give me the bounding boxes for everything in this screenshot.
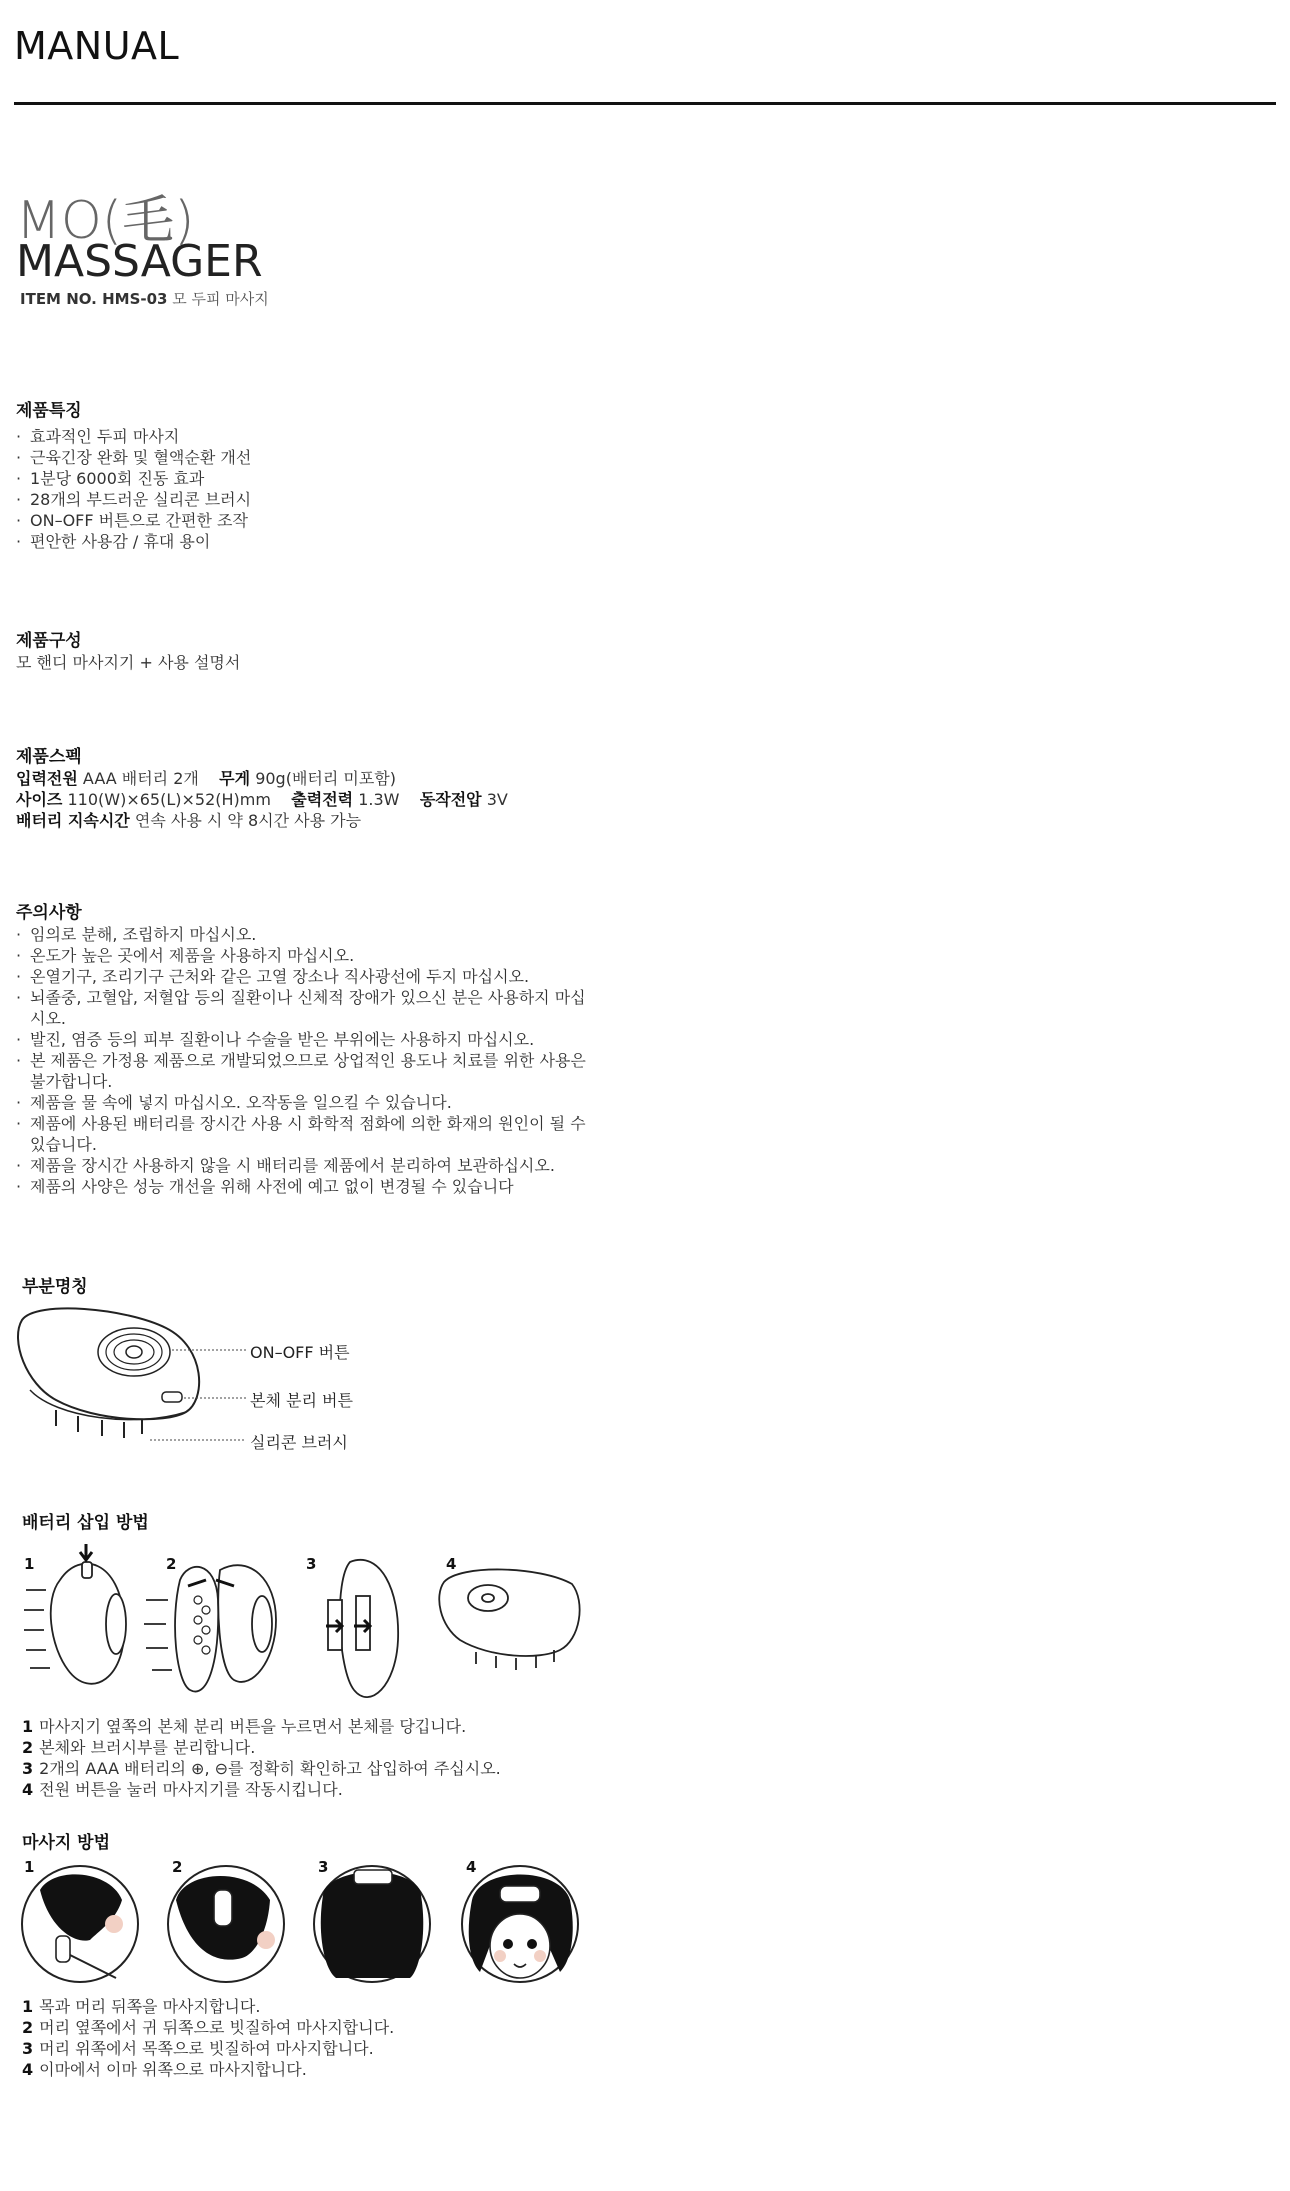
battery-figure-number: 3 xyxy=(306,1555,317,1573)
battery-step: 1 마사지기 옆쪽의 본체 분리 버튼을 누르면서 본체를 당깁니다. xyxy=(22,1717,467,1736)
product-name-line2: MASSAGER xyxy=(16,236,263,287)
massage-step: 2 머리 옆쪽에서 귀 뒤쪽으로 빗질하여 마사지합니다. xyxy=(22,2018,395,2037)
battery-figure-number: 1 xyxy=(24,1555,35,1573)
spec-output-value: 1.3W xyxy=(358,790,400,809)
feature-item: · 효과적인 두피 마사지 xyxy=(16,426,251,447)
feature-item: · ON–OFF 버튼으로 간편한 조작 xyxy=(16,510,251,531)
feature-item: · 1분당 6000회 진동 효과 xyxy=(16,468,251,489)
feature-item: · 편안한 사용감 / 휴대 용이 xyxy=(16,531,251,552)
page-title: MANUAL xyxy=(14,24,180,68)
part-label-release-button: 본체 분리 버튼 xyxy=(250,1391,353,1410)
item-number-label: ITEM NO. HMS-03 xyxy=(20,290,168,308)
spec-battery-value: 연속 사용 시 약 8시간 사용 가능 xyxy=(134,811,362,830)
massage-step: 4 이마에서 이마 위쪽으로 마사지합니다. xyxy=(22,2060,307,2079)
caution-item: · 제품의 사양은 성능 개선을 위해 사전에 예고 없이 변경될 수 있습니다 xyxy=(16,1176,586,1197)
features-heading: 제품특징 xyxy=(16,401,82,421)
item-description: 모 두피 마사지 xyxy=(172,290,269,308)
product-name-line1: MO(毛) xyxy=(16,191,195,251)
spec-output-label: 출력전력 xyxy=(291,790,354,809)
header-divider xyxy=(14,102,1276,105)
caution-item: · 제품을 물 속에 넣지 마십시오. 오작동을 일으킬 수 있습니다. xyxy=(16,1092,586,1113)
cautions-heading: 주의사항 xyxy=(16,903,82,923)
spec-weight-value: 90g(배터리 미포함) xyxy=(255,769,397,788)
massage-figure-number: 2 xyxy=(172,1858,183,1876)
massage-figure-number: 3 xyxy=(318,1858,329,1876)
spec-battery-label: 배터리 지속시간 xyxy=(16,811,130,830)
massage-figure-number: 4 xyxy=(466,1858,477,1876)
spec-line xyxy=(16,789,508,810)
massage-figure-number: 1 xyxy=(24,1858,35,1876)
features-list xyxy=(16,426,251,552)
massage-steps xyxy=(22,1996,394,2080)
caution-item: · 본 제품은 가정용 제품으로 개발되었으므로 상업적인 용도나 치료를 위한 사용은 불가합니다. xyxy=(16,1050,586,1092)
spec-size-value: 110(W)×65(L)×52(H)mm xyxy=(67,790,271,809)
part-label-silicone-brush: 실리콘 브러시 xyxy=(250,1433,348,1452)
components-text: 모 핸디 마사지기 + 사용 설명서 xyxy=(16,653,241,672)
battery-insertion-illustration xyxy=(20,1540,580,1710)
massage-step: 3 머리 위쪽에서 목쪽으로 빗질하여 마사지합니다. xyxy=(22,2039,374,2058)
massage-heading: 마사지 방법 xyxy=(22,1833,111,1853)
feature-item: · 28개의 부드러운 실리콘 브러시 xyxy=(16,489,251,510)
spec-weight-label: 무게 xyxy=(219,769,251,788)
battery-heading: 배터리 삽입 방법 xyxy=(22,1513,149,1533)
battery-step: 2 본체와 브러시부를 분리합니다. xyxy=(22,1738,256,1757)
massage-step: 1 목과 머리 뒤쪽을 마사지합니다. xyxy=(22,1997,261,2016)
cautions-list xyxy=(16,924,586,1197)
caution-item: · 온도가 높은 곳에서 제품을 사용하지 마십시오. xyxy=(16,945,586,966)
spec-size-label: 사이즈 xyxy=(16,790,63,809)
battery-steps xyxy=(22,1716,501,1800)
spec-power-value: AAA 배터리 2개 xyxy=(82,769,199,788)
parts-heading: 부분명칭 xyxy=(22,1277,88,1297)
caution-item: · 제품을 장시간 사용하지 않을 시 배터리를 제품에서 분리하여 보관하십시오. xyxy=(16,1155,586,1176)
part-label-power-button: ON–OFF 버튼 xyxy=(250,1343,350,1362)
caution-item: · 온열기구, 조리기구 근처와 같은 고열 장소나 직사광선에 두지 마십시오. xyxy=(16,966,586,987)
battery-step: 4 전원 버튼을 눌러 마사지기를 작동시킵니다. xyxy=(22,1780,343,1799)
specs-block xyxy=(16,768,508,831)
caution-item: · 임의로 분해, 조립하지 마십시오. xyxy=(16,924,586,945)
battery-step: 3 2개의 AAA 배터리의 ⊕, ⊖를 정확히 확인하고 삽입하여 주십시오. xyxy=(22,1759,501,1778)
massage-method-illustration xyxy=(20,1860,580,1990)
specs-heading: 제품스펙 xyxy=(16,747,82,767)
spec-power-label: 입력전원 xyxy=(16,769,78,788)
feature-item: · 근육긴장 완화 및 혈액순환 개선 xyxy=(16,447,251,468)
spec-voltage-value: 3V xyxy=(486,790,508,809)
components-heading: 제품구성 xyxy=(16,631,82,651)
caution-item: · 제품에 사용된 배터리를 장시간 사용 시 화학적 점화에 의한 화재의 원인이 될 수 있습니다. xyxy=(16,1113,586,1155)
battery-figure-number: 2 xyxy=(166,1555,177,1573)
item-number xyxy=(20,288,269,309)
spec-voltage-label: 동작전압 xyxy=(419,790,482,809)
spec-line xyxy=(16,810,508,831)
spec-line xyxy=(16,768,508,789)
battery-figure-number: 4 xyxy=(446,1555,457,1573)
caution-item: · 뇌졸중, 고혈압, 저혈압 등의 질환이나 신체적 장애가 있으신 분은 사용하지 마십시오. xyxy=(16,987,586,1029)
caution-item: · 발진, 염증 등의 피부 질환이나 수술을 받은 부위에는 사용하지 마십시오. xyxy=(16,1029,586,1050)
